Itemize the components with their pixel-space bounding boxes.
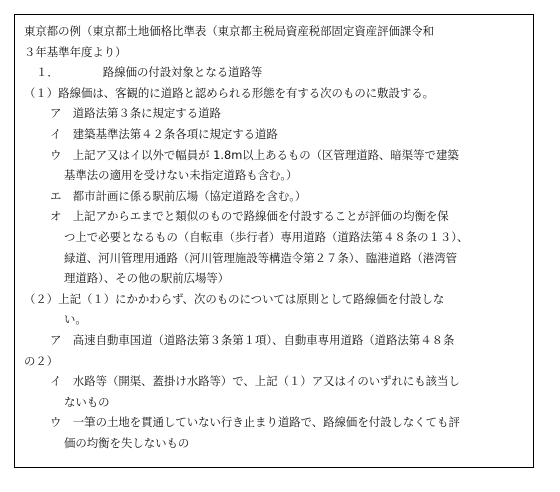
item-o-cont-1: つ上で必要となるもの（自転車（歩行者）専用道路（道路法第４８条の１３）、: [64, 229, 469, 244]
item-o: オ 上記アからエまでと類似のもので路線価を付設することが評価の均衡を保: [50, 209, 449, 224]
doc-line-title-2: ３年基準年度より）: [24, 44, 127, 59]
section-1-heading: [24, 62, 528, 83]
item-2-i-cont: ないもの: [64, 394, 110, 409]
clause-2-text: （２）上記（１）にかかわらず、次のものについては原則として路線価を付設しな: [24, 291, 445, 306]
item-2-u-cont: 価の均衡を失しないもの: [64, 435, 190, 450]
item-o-cont-3: 理道路）、その他の駅前広場等）: [64, 271, 230, 286]
item-2-a-cont: の２）: [24, 353, 59, 368]
item-2-i: イ 水路等（開渠、蓋掛け水路等）で、上記（１）ア又はイのいずれにも該当し: [50, 374, 460, 389]
document-frame: [14, 14, 534, 468]
item-u: ウ 上記ア又はイ以外で幅員が 1.8m以上あるもの（区管理道路、暗渠等で建築: [50, 147, 459, 162]
clause-2-cont: い。: [64, 312, 87, 327]
item-2-u: ウ 一筆の土地を貫通していない行き止まり道路で、路線価を付設しなくても評: [50, 415, 460, 430]
item-i: イ 建築基準法第４２条各項に規定する道路: [50, 126, 278, 141]
item-o-cont-2: 緑道、河川管理用通路（河川管理施設等構造令第２７条）、臨港道路（港湾管: [64, 250, 457, 265]
item-2-a: ア 高速自動車国道（道路法第３条第１項）、自動車専用道路（道路法第４８条: [50, 332, 455, 347]
section-1-number: １．: [36, 65, 59, 80]
item-a: ア 道路法第３条に規定する道路: [50, 106, 221, 121]
section-1-title: 路線価の付設対象となる道路等: [102, 65, 263, 80]
item-u-cont: 基準法の適用を受けない未指定道路も含む。）: [64, 168, 298, 183]
item-e: エ 都市計画に係る駅前広場（協定道路を含む。）: [50, 188, 307, 203]
doc-line-title-1: 東京都の例（東京都土地価格比準表（東京都主税局資産税部固定資産評価課令和: [24, 24, 435, 38]
clause-1-text: （１）路線価は、客観的に道路と認められる形態を有する次のものに敷設する。: [24, 85, 435, 100]
